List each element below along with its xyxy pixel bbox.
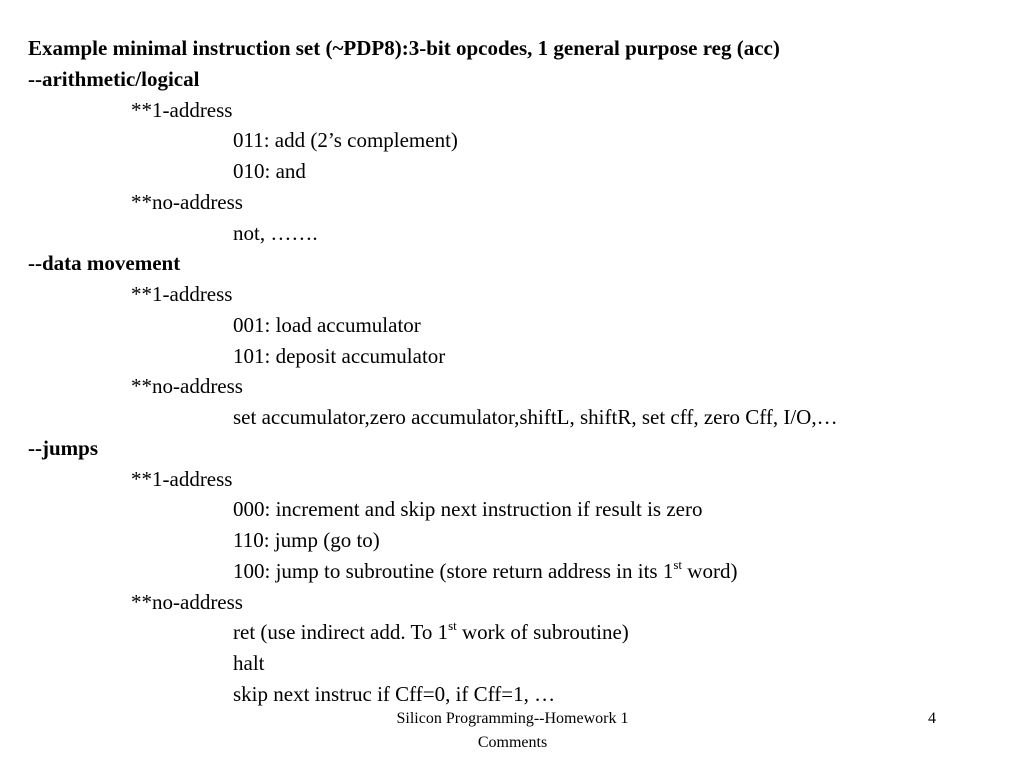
instruction-item: 010: and [233, 159, 306, 183]
instruction-item: halt [233, 651, 265, 675]
instruction-item: 101: deposit accumulator [233, 344, 446, 368]
section-heading-arithmetic: --arithmetic/logical [28, 67, 200, 91]
group-label: **1-address [131, 98, 233, 122]
slide-title: Example minimal instruction set (~PDP8):3-bit opcodes, 1 general purpose reg (acc) [28, 36, 780, 60]
item-text: 100: jump to subroutine (store return address in its 1 [233, 559, 674, 583]
group-label: **no-address [131, 190, 243, 214]
instruction-item: 110: jump (go to) [233, 528, 380, 552]
footer-title-line: Silicon Programming--Homework 1 [396, 710, 629, 727]
instruction-item [233, 619, 629, 645]
superscript: st [673, 557, 683, 572]
section-heading-data-movement: --data movement [28, 251, 181, 275]
instruction-item [233, 558, 737, 584]
instruction-item: set accumulator,zero accumulator,shiftL, shiftR, set cff, zero Cff, I/O,… [233, 405, 838, 429]
group-label: **1-address [131, 467, 233, 491]
instruction-item: 000: increment and skip next instruction if result is zero [233, 497, 703, 521]
instruction-item: 011: add (2’s complement) [233, 128, 458, 152]
instruction-item: not, ……. [233, 221, 318, 245]
group-label: **no-address [131, 374, 243, 398]
group-label: **no-address [131, 590, 243, 614]
item-text: word) [682, 559, 738, 583]
page-number: 4 [928, 710, 936, 727]
section-heading-jumps: --jumps [28, 436, 99, 460]
item-text: ret (use indirect add. To 1 [233, 620, 449, 644]
item-text: work of subroutine) [456, 620, 629, 644]
instruction-item: 001: load accumulator [233, 313, 421, 337]
footer-title-line: Comments [477, 734, 548, 751]
instruction-item: skip next instruc if Cff=0, if Cff=1, … [233, 682, 556, 706]
footer-title [360, 707, 665, 755]
superscript: st [448, 618, 457, 633]
group-label: **1-address [131, 282, 233, 306]
